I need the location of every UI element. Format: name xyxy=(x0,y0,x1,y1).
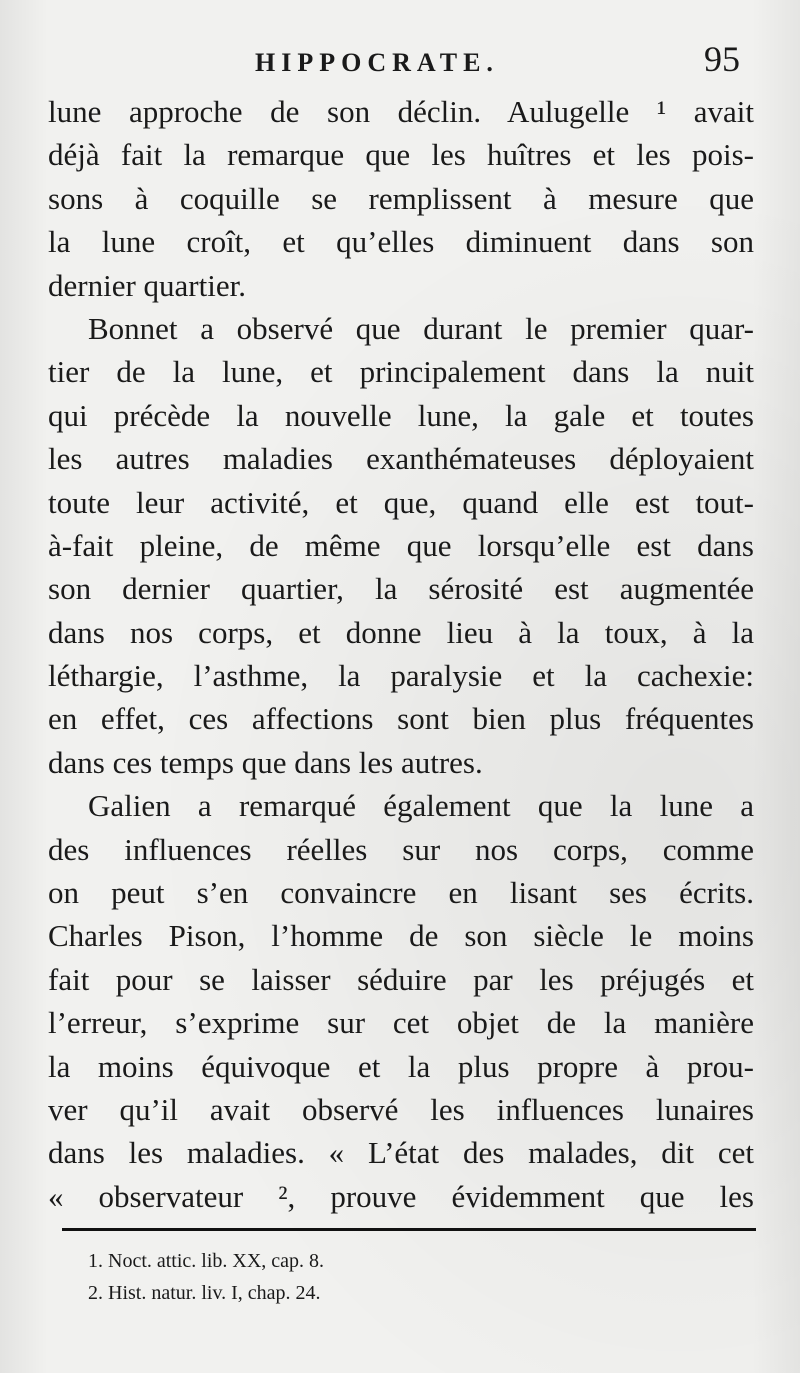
text-line: les autres maladies exanthémateuses déployaient xyxy=(48,441,754,477)
text-line: des influences réelles sur nos corps, comme xyxy=(48,831,754,867)
text-line: léthargie, l’asthme, la paralysie et la cachexie: xyxy=(48,658,754,694)
footnote: 1. Noct. attic. lib. XX, cap. 8. xyxy=(88,1250,325,1272)
text-line: la moins équivoque et la plus propre à prou- xyxy=(48,1048,754,1084)
page-number: 95 xyxy=(704,39,740,79)
text-line: déjà fait la remarque que les huîtres et les pois- xyxy=(48,137,754,173)
text-line: son dernier quartier, la sérosité est augmentée xyxy=(48,571,754,607)
text-line: on peut s’en convaincre en lisant ses écrits. xyxy=(48,875,754,911)
text-line: la lune croît, et qu’elles diminuent dans son xyxy=(48,224,754,260)
text-line: fait pour se laisser séduire par les préjugés et xyxy=(48,961,754,997)
text-line: sons à coquille se remplissent à mesure que xyxy=(48,180,754,216)
text-line: tier de la lune, et principalement dans la nuit xyxy=(48,354,754,390)
text-line: ver qu’il avait observé les influences lunaires xyxy=(48,1091,754,1127)
running-title: HIPPOCRATE. xyxy=(255,48,499,77)
body-text xyxy=(48,90,754,1218)
text-line: qui précède la nouvelle lune, la gale et toutes xyxy=(48,397,754,433)
text-line: Galien a remarqué également que la lune a xyxy=(88,788,754,824)
text-line: dans ces temps que dans les autres. xyxy=(48,744,483,780)
footnote: 2. Hist. natur. liv. I, chap. 24. xyxy=(88,1282,321,1304)
text-line: l’erreur, s’exprime sur cet objet de la manière xyxy=(48,1005,754,1041)
text-line: dans les maladies. « L’état des malades, dit cet xyxy=(48,1135,754,1171)
text-line: lune approche de son déclin. Aulugelle ¹ avait xyxy=(48,94,754,129)
text-line: en effet, ces affections sont bien plus fréquentes xyxy=(48,701,754,737)
text-line: Charles Pison, l’homme de son siècle le moins xyxy=(48,918,754,954)
text-line: dans nos corps, et donne lieu à la toux, à la xyxy=(48,614,754,650)
text-line: toute leur activité, et que, quand elle est tout- xyxy=(48,484,754,520)
running-head xyxy=(0,38,800,88)
text-line: « observateur ², prouve évidemment que les xyxy=(48,1178,754,1214)
footnote-rule xyxy=(62,1228,756,1231)
text-line: Bonnet a observé que durant le premier quar- xyxy=(88,310,754,346)
text-line: dernier quartier. xyxy=(48,267,246,303)
text-line: à-fait pleine, de même que lorsqu’elle est dans xyxy=(48,527,754,563)
footnotes xyxy=(88,1245,324,1309)
